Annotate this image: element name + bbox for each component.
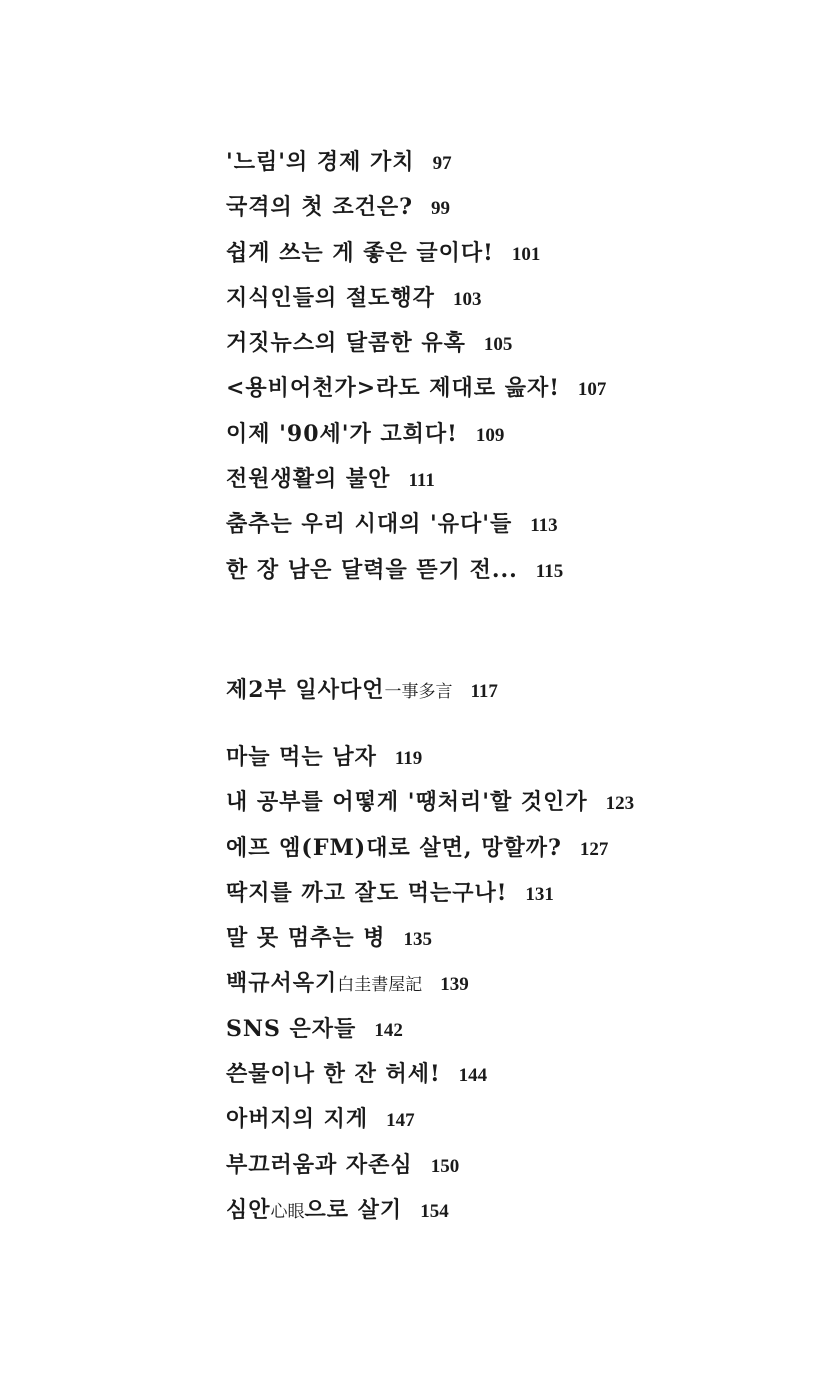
toc-section-1 bbox=[226, 140, 606, 593]
toc-entry bbox=[226, 276, 606, 321]
toc-entry-page: 144 bbox=[458, 1065, 488, 1087]
toc-entry-title: 딱지를 까고 잘도 먹는구나! bbox=[226, 879, 508, 906]
toc-entry-title: 말 못 멈추는 병 bbox=[226, 925, 386, 952]
toc-entry bbox=[226, 502, 606, 547]
toc-entry-page: 127 bbox=[579, 838, 609, 860]
toc-entry bbox=[226, 548, 606, 593]
toc-entry bbox=[226, 366, 606, 411]
toc-entry-hanja: 心眼 bbox=[270, 1201, 305, 1222]
toc-section-2 bbox=[226, 735, 634, 1233]
toc-entry-page: 119 bbox=[394, 748, 423, 769]
toc-entry-title: '느림'의 경제 가치 bbox=[226, 149, 415, 175]
toc-entry bbox=[226, 321, 606, 366]
toc-entry-page: 101 bbox=[511, 243, 541, 265]
toc-entry-page: 150 bbox=[430, 1155, 460, 1177]
toc-entry-page: 111 bbox=[408, 470, 435, 492]
toc-entry bbox=[226, 1143, 634, 1188]
toc-entry-title: <용비어천가>라도 제대로 읊자! bbox=[226, 375, 560, 402]
toc-entry bbox=[226, 457, 606, 502]
toc-entry-hanja: 白圭書屋記 bbox=[337, 975, 423, 996]
toc-entry-title: 지식인들의 절도행각 bbox=[226, 284, 435, 311]
toc-entry bbox=[226, 140, 606, 185]
toc-entry-title: 에프 엠(FM)대로 살면, 망할까? bbox=[226, 834, 562, 861]
toc-entry-title-suffix: 으로 살기 bbox=[304, 1196, 403, 1223]
part-heading bbox=[226, 668, 498, 713]
toc-entry-page: 142 bbox=[374, 1019, 403, 1041]
toc-entry-title: 쉽게 쓰는 게 좋은 글이다! bbox=[226, 239, 494, 266]
toc-entry-page: 135 bbox=[403, 929, 432, 951]
toc-entry-page: 115 bbox=[535, 560, 564, 582]
toc-entry-page: 139 bbox=[440, 974, 469, 996]
toc-entry-page: 131 bbox=[525, 883, 554, 905]
toc-entry-title: 쓴물이나 한 잔 허세! bbox=[226, 1061, 441, 1088]
toc-entry-title: 전원생활의 불안 bbox=[226, 466, 391, 493]
toc-entry-page: 107 bbox=[577, 379, 607, 401]
part-heading-page: 117 bbox=[470, 681, 498, 702]
toc-entry-title: 부끄러움과 자존심 bbox=[226, 1151, 413, 1178]
toc-entry bbox=[226, 412, 606, 457]
toc-entry-title: 심안 bbox=[226, 1196, 271, 1223]
toc-entry bbox=[226, 961, 634, 1006]
toc-entry bbox=[226, 231, 606, 276]
toc-entry-page: 154 bbox=[420, 1200, 449, 1222]
toc-entry-title: 내 공부를 어떻게 '땡처리'할 것인가 bbox=[226, 789, 588, 816]
toc-entry-title: 거짓뉴스의 달콤한 유혹 bbox=[226, 330, 466, 357]
toc-entry-page: 103 bbox=[452, 288, 482, 310]
toc-entry-title: 국격의 첫 조건은? bbox=[226, 194, 413, 221]
toc-entry-page: 97 bbox=[432, 153, 452, 174]
toc-entry-title: 한 장 남은 달력을 뜯기 전... bbox=[226, 556, 518, 583]
toc-entry bbox=[226, 185, 606, 230]
toc-entry-page: 99 bbox=[430, 198, 450, 220]
toc-entry bbox=[226, 1188, 634, 1233]
toc-entry bbox=[226, 1097, 634, 1142]
part-heading-label: 제2부 일사다언 bbox=[226, 677, 385, 703]
toc-entry-page: 109 bbox=[475, 424, 505, 446]
toc-entry bbox=[226, 1052, 634, 1097]
toc-entry-page: 105 bbox=[483, 334, 513, 356]
toc-entry bbox=[226, 826, 634, 871]
part-heading-hanja: 一事多言 bbox=[384, 682, 453, 702]
toc-entry-title: 아버지의 지게 bbox=[226, 1106, 369, 1133]
toc-entry bbox=[226, 1007, 634, 1052]
toc-entry-title: 백규서옥기 bbox=[226, 970, 338, 997]
toc-entry bbox=[226, 735, 634, 780]
toc-entry bbox=[226, 871, 634, 916]
toc-entry-title: 춤추는 우리 시대의 '유다'들 bbox=[226, 511, 513, 538]
toc-entry-title: 마늘 먹는 남자 bbox=[226, 744, 377, 770]
toc-entry bbox=[226, 780, 634, 825]
toc-entry-title: SNS 은자들 bbox=[226, 1015, 357, 1042]
toc-entry bbox=[226, 916, 634, 961]
toc-entry-page: 147 bbox=[386, 1110, 415, 1132]
toc-entry-page: 113 bbox=[530, 515, 558, 537]
toc-entry-page: 123 bbox=[605, 793, 635, 815]
toc-entry-title: 이제 '90세'가 고희다! bbox=[226, 420, 458, 447]
